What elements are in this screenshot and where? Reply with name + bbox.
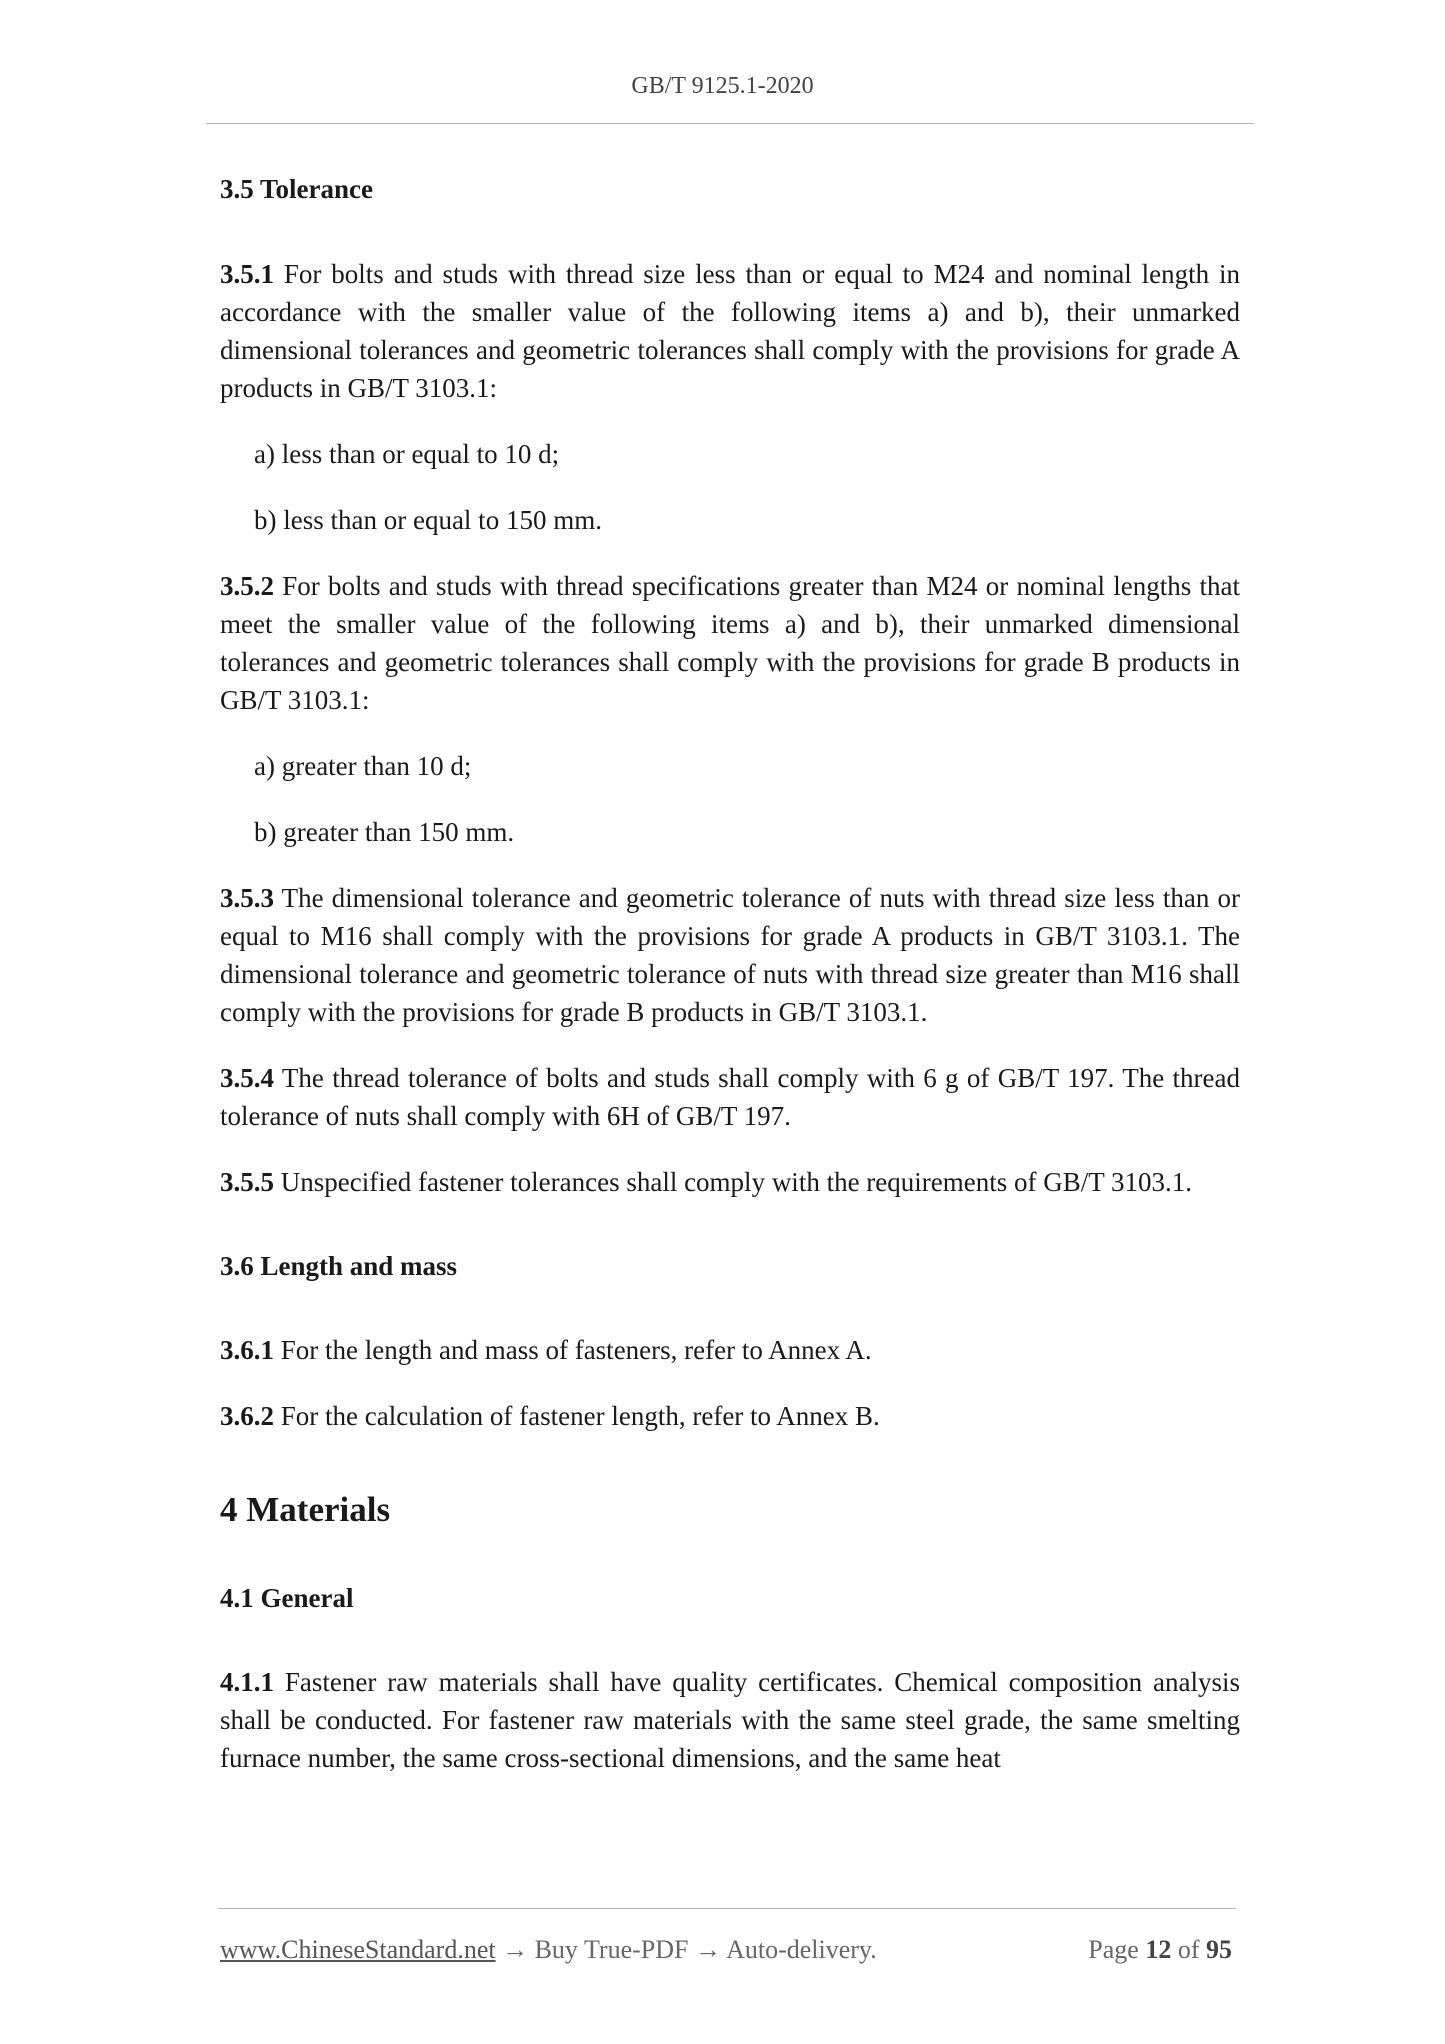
footer-links (220, 1930, 877, 1970)
clause-text: For bolts and studs with thread specifications greater than M24 or nominal lengths that meet the smaller value of the following items a) and b), their unmarked dimensional tolerances and geometric tolerances shall comply with the provisions for grade B products in GB/T 3103.1: (220, 571, 1240, 715)
clause-number: 3.5.2 (220, 571, 274, 601)
section-heading-3-6: 3.6 Length and mass (220, 1251, 458, 1281)
page-content (220, 170, 1240, 1777)
list-item: b) less than or equal to 150 mm. (254, 505, 602, 535)
total-pages: 95 (1206, 1935, 1232, 1964)
clause-text: For bolts and studs with thread size less than or equal to M24 and nominal length in accordance with the smaller value of the following items a) and b), their unmarked dimensional tolerances and geometric tolerances shall comply with the provisions for grade A products in GB/T 3103.1: (220, 259, 1240, 403)
document-header: GB/T 9125.1-2020 (631, 73, 814, 99)
paragraph-3-5-5 (220, 1163, 1240, 1201)
chapter-heading-4: 4 Materials (220, 1490, 391, 1529)
clause-number: 3.5.4 (220, 1063, 274, 1093)
website-link[interactable]: www.ChineseStandard.net (220, 1935, 496, 1964)
page-footer (220, 1930, 1236, 1970)
buy-pdf-link[interactable]: Buy True-PDF (534, 1935, 689, 1964)
page-indicator (1088, 1930, 1232, 1970)
paragraph-3-6-1 (220, 1331, 1240, 1369)
section-heading-3-5: 3.5 Tolerance (220, 174, 373, 204)
clause-text: The dimensional tolerance and geometric tolerance of nuts with thread size less than or equal to M16 shall comply with the provisions for grade A products in GB/T 3103.1. The dimensional tolerance and geometric tolerance of nuts with thread size greater than M16 shall comply with the provisions for grade B products in GB/T 3103.1. (220, 883, 1240, 1027)
paragraph-3-6-2 (220, 1397, 1240, 1435)
list-item: b) greater than 150 mm. (254, 817, 515, 847)
paragraph-3-5-4 (220, 1059, 1240, 1135)
paragraph-3-5-3 (220, 879, 1240, 1031)
paragraph-4-1-1 (220, 1663, 1240, 1777)
paragraph-3-5-1 (220, 255, 1240, 407)
clause-text: For the calculation of fastener length, refer to Annex B. (280, 1401, 880, 1431)
paragraph-3-5-2 (220, 567, 1240, 719)
footer-divider (218, 1908, 1236, 1909)
clause-number: 3.5.3 (220, 883, 274, 913)
clause-number: 3.5.5 (220, 1167, 274, 1197)
arrow-right-icon: → (502, 1935, 529, 1964)
of-label: of (1177, 1935, 1200, 1964)
clause-number: 3.6.2 (220, 1401, 274, 1431)
auto-delivery-text: Auto-delivery. (726, 1935, 877, 1964)
clause-number: 4.1.1 (220, 1667, 274, 1697)
list-item: a) greater than 10 d; (254, 751, 472, 781)
clause-text: Fastener raw materials shall have quality certificates. Chemical composition analysis shall be conducted. For fastener raw materials with the same steel grade, the same smelting furnace number, the same cross-sectional dimensions, and the same heat (220, 1667, 1240, 1773)
clause-text: For the length and mass of fasteners, refer to Annex A. (280, 1335, 872, 1365)
clause-number: 3.5.1 (220, 259, 274, 289)
clause-text: Unspecified fastener tolerances shall comply with the requirements of GB/T 3103.1. (280, 1167, 1192, 1197)
clause-number: 3.6.1 (220, 1335, 274, 1365)
clause-text: The thread tolerance of bolts and studs shall comply with 6 g of GB/T 197. The thread tolerance of nuts shall comply with 6H of GB/T 197. (220, 1063, 1241, 1131)
page-label: Page (1088, 1935, 1139, 1964)
header-divider (206, 123, 1254, 124)
section-heading-4-1: 4.1 General (220, 1583, 354, 1613)
arrow-right-icon: → (695, 1935, 721, 1964)
page-number: 12 (1145, 1935, 1172, 1964)
list-item: a) less than or equal to 10 d; (254, 439, 560, 469)
